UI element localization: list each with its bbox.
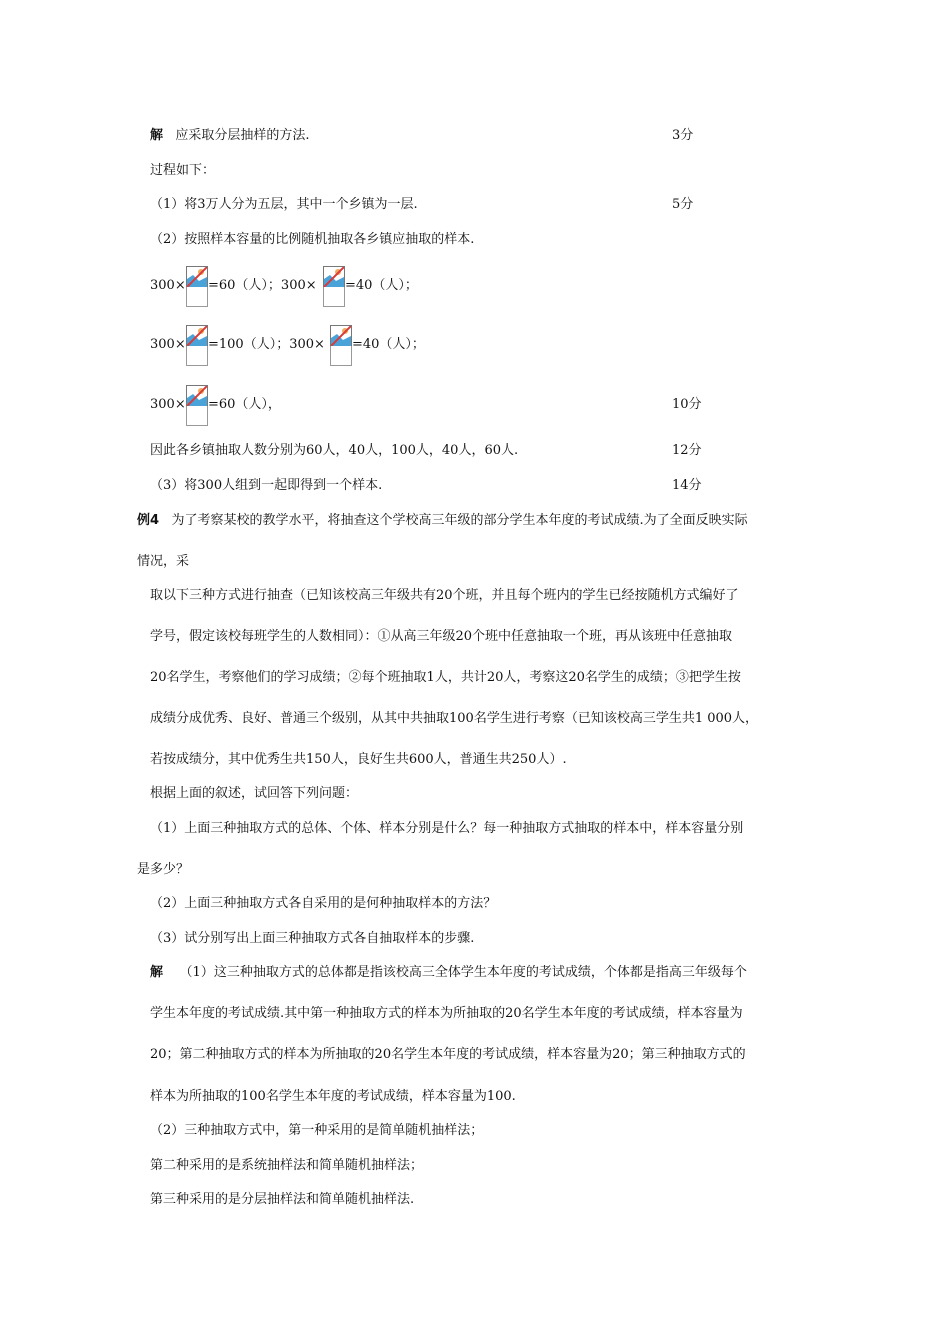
- score-10: 10分: [672, 397, 702, 412]
- broken-image-icon: [187, 267, 207, 287]
- example-4-line-1: 例4 为了考察某校的教学水平，将抽查这个学校高三年级的部分学生本年度的考试成绩.为了全面反映实际: [137, 513, 748, 528]
- answer-line-4: 样本为所抽取的100名学生本年度的考试成绩，样本容量为100.: [150, 1089, 516, 1104]
- answer-line-3: 20；第二种抽取方式的样本为所抽取的20名学生本年度的考试成绩，样本容量为20；第三种抽取方式的: [150, 1047, 746, 1062]
- formula-1a: 300×: [150, 278, 186, 293]
- example-4-line-3: 取以下三种方式进行抽查（已知该校高三年级共有20个班，并且每个班内的学生已经按随机方式编好了: [150, 588, 739, 603]
- score-5: 5分: [672, 197, 694, 212]
- example-4-line-5: 20名学生，考察他们的学习成绩；②每个班抽取1人，共计20人，考察这20名学生的成绩；③把学生按: [150, 670, 741, 685]
- solution-text: 应采取分层抽样的方法.: [175, 128, 310, 143]
- fraction-image-4: [330, 325, 352, 365]
- example-4-line-7: 若按成绩分，其中优秀生共150人，良好生共600人，普通生共250人）.: [150, 752, 567, 767]
- formula-2a: 300×: [150, 337, 186, 352]
- score-12: 12分: [672, 443, 702, 458]
- fraction-image-2: [323, 266, 345, 306]
- score-14: 14分: [672, 478, 702, 493]
- fraction-image-5: [186, 385, 208, 425]
- example-4-line-2: 情况，采: [137, 554, 190, 569]
- step-1: （1）将3万人分为五层，其中一个乡镇为一层.: [150, 197, 418, 212]
- answer-line-1: 解 （1）这三种抽取方式的总体都是指该校高三全体学生本年度的考试成绩，个体都是指高三年级每个: [150, 965, 747, 980]
- formula-2c: =40（人）；: [352, 337, 425, 352]
- answer-line-5: （2）三种抽取方式中，第一种采用的是简单随机抽样法；: [150, 1123, 484, 1138]
- example-label: 例4: [137, 513, 160, 528]
- example-4-line-6: 成绩分成优秀、良好、普通三个级别，从其中共抽取100名学生进行考察（已知该校高三学生共1 000人，: [150, 711, 759, 726]
- formula-3b: =60（人），: [208, 397, 281, 412]
- result-line: 因此各乡镇抽取人数分别为60人，40人，100人，40人，60人.: [150, 443, 519, 458]
- formula-3a: 300×: [150, 397, 186, 412]
- fraction-image-1: [186, 266, 208, 306]
- question-2: （2）上面三种抽取方式各自采用的是何种抽取样本的方法？: [150, 896, 497, 911]
- solution-label: 解: [150, 128, 164, 143]
- broken-image-icon: [187, 326, 207, 346]
- answer-line-2: 学生本年度的考试成绩.其中第一种抽取方式的样本为所抽取的20名学生本年度的考试成绩，样本容量为: [150, 1006, 743, 1021]
- question-1-line-1: （1）上面三种抽取方式的总体、个体、样本分别是什么？每一种抽取方式抽取的样本中，样本容量分别: [150, 821, 744, 836]
- answer-line-7: 第三种采用的是分层抽样法和简单随机抽样法.: [150, 1192, 415, 1207]
- broken-image-icon: [331, 326, 351, 346]
- solution-line-1: [150, 127, 310, 145]
- formula-1c: =40（人）；: [345, 278, 418, 293]
- question-intro: 根据上面的叙述，试回答下列问题：: [150, 786, 359, 801]
- score-3: 3分: [672, 128, 694, 143]
- example-4-line-4: 学号，假定该校每班学生的人数相同）：①从高三年级20个班中任意抽取一个班，再从该班中任意抽取: [150, 629, 733, 644]
- step-2: （2）按照样本容量的比例随机抽取各乡镇应抽取的样本.: [150, 232, 475, 247]
- process-intro: 过程如下：: [150, 163, 216, 178]
- fraction-image-3: [186, 325, 208, 365]
- step-3: （3）将300人组到一起即得到一个样本.: [150, 478, 383, 493]
- question-1-line-2: 是多少？: [137, 862, 190, 877]
- answer-line-6: 第二种采用的是系统抽样法和简单随机抽样法；: [150, 1158, 424, 1173]
- question-3: （3）试分别写出上面三种抽取方式各自抽取样本的步骤.: [150, 931, 475, 946]
- formula-1b: =60（人）；300×: [208, 278, 317, 293]
- answer-label: 解: [150, 965, 164, 980]
- broken-image-icon: [187, 386, 207, 406]
- formula-2b: =100（人）；300×: [208, 337, 325, 352]
- broken-image-icon: [324, 267, 344, 287]
